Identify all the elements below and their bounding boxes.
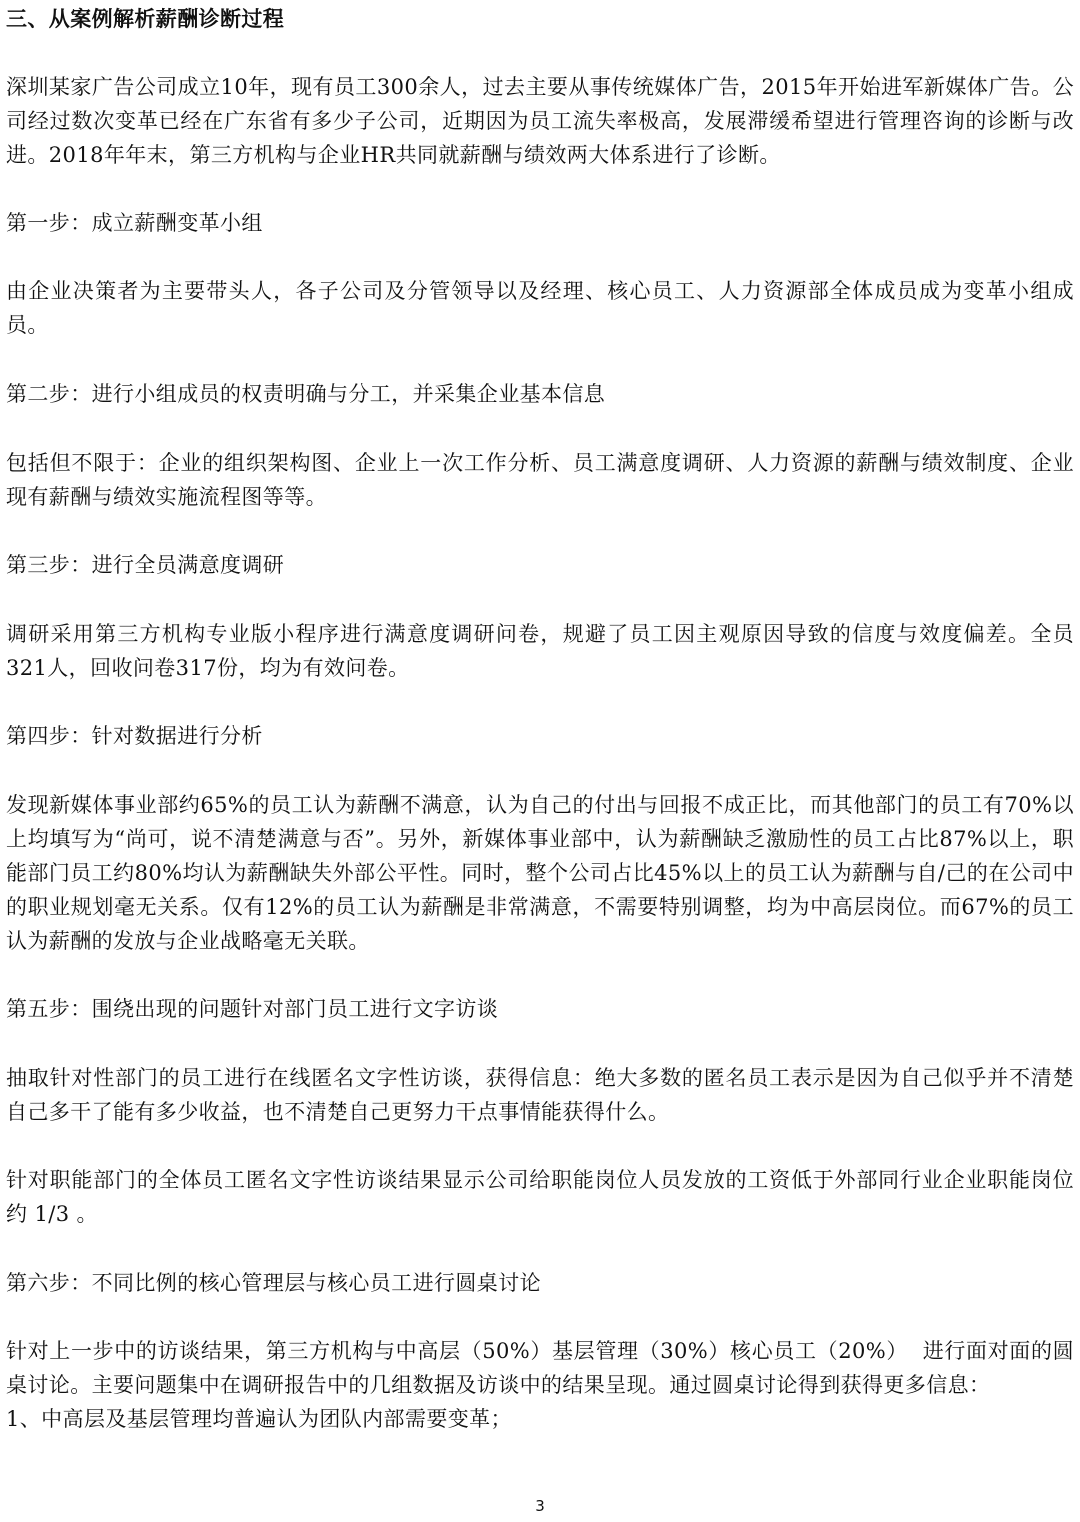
section-title: 三、从案例解析薪酬诊断过程 [6,6,285,31]
step-2-body: 包括但不限于：企业的组织架构图、企业上一次工作分析、员工满意度调研、人力资源的薪酬与绩效制度、企业现有薪酬与绩效实施流程图等等。 [6,451,1074,509]
step-3-heading: 第三步：进行全员满意度调研 [6,553,285,577]
step-4-heading: 第四步：针对数据进行分析 [6,724,263,748]
step-5-heading: 第五步：围绕出现的问题针对部门员工进行文字访谈 [6,997,499,1021]
step-1-body: 由企业决策者为主要带头人，各子公司及分管领导以及经理、核心员工、人力资源部全体成员成为变革小组成员。 [6,279,1074,337]
step-5-body: 抽取针对性部门的员工进行在线匿名文字性访谈，获得信息：绝大多数的匿名员工表示是因为自己似乎并不清楚自己多干了能有多少收益，也不清楚自己更努力干点事情能获得什么。 [6,1066,1074,1124]
list-item: 1、中高层及基层管理均普遍认为团队内部需要变革； [6,1407,512,1431]
intro-paragraph: 深圳某家广告公司成立10年，现有员工300余人，过去主要从事传统媒体广告，2015年开始进军新媒体广告。公司经过数次变革已经在广东省有多少子公司，近期因为员工流失率极高，发展滞缓希望进行管理咨询的诊断与改进。2018年年末，第三方机构与企业HR共同就薪酬与绩效两大体系进行了诊断。 [6,75,1074,167]
step-2-heading: 第二步：进行小组成员的权责明确与分工，并采集企业基本信息 [6,382,606,406]
step-6-body: 针对上一步中的访谈结果，第三方机构与中高层（50%）基层管理（30%）核心员工（20%） 进行面对面的圆桌讨论。主要问题集中在调研报告中的几组数据及访谈中的结果呈现。通过圆桌讨论得到获得更多信息： [6,1339,1074,1397]
step-5-body-2: 针对职能部门的全体员工匿名文字性访谈结果显示公司给职能岗位人员发放的工资低于外部同行业企业职能岗位约 1/3 。 [6,1168,1074,1226]
step-6-heading: 第六步：不同比例的核心管理层与核心员工进行圆桌讨论 [6,1271,541,1295]
step-1-heading: 第一步：成立薪酬变革小组 [6,211,263,235]
step-4-body: 发现新媒体事业部约65%的员工认为薪酬不满意，认为自己的付出与回报不成正比，而其他部门的员工有70%以上均填写为“尚可，说不清楚满意与否”。另外，新媒体事业部中，认为薪酬缺乏激励性的员工占比87%以上，职能部门员工约80%均认为薪酬缺失外部公平性。同时，整个公司占比45%以上的员工认为薪酬与自/己的在公司中的职业规划毫无关系。仅有12%的员工认为薪酬是非常满意，不需要特别调整，均为中高层岗位。而67%的员工认为薪酬的发放与企业战略毫无关联。 [6,793,1074,953]
page-number: 3 [535,1497,545,1515]
step-3-body: 调研采用第三方机构专业版小程序进行满意度调研问卷，规避了员工因主观原因导致的信度与效度偏差。全员321人，回收问卷317份，均为有效问卷。 [6,622,1074,680]
